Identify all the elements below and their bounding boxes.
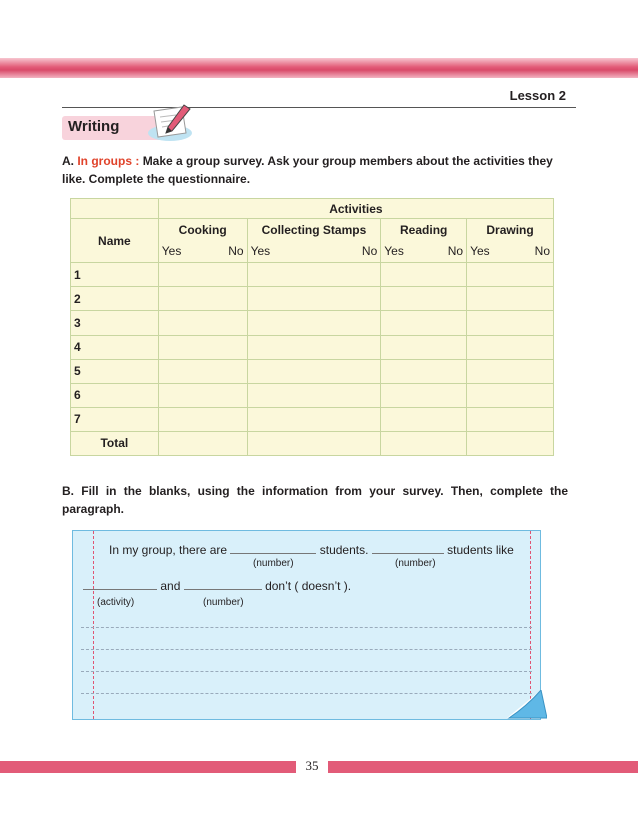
survey-cell[interactable] bbox=[247, 311, 381, 335]
blank-activity[interactable] bbox=[83, 589, 157, 590]
part-a-text: Make a group survey. Ask your group members about the activities they like. Complete the questionnaire. bbox=[62, 154, 553, 186]
table-row bbox=[71, 287, 554, 311]
no-label: No bbox=[361, 244, 378, 259]
survey-cell[interactable] bbox=[158, 383, 247, 407]
total-cell[interactable] bbox=[158, 431, 247, 455]
survey-cell[interactable] bbox=[381, 287, 467, 311]
sentence-line-2 bbox=[83, 579, 351, 593]
activities-header: Activities bbox=[158, 199, 553, 219]
no-label: No bbox=[534, 244, 550, 259]
survey-cell[interactable] bbox=[381, 311, 467, 335]
survey-cell[interactable] bbox=[158, 311, 247, 335]
survey-cell[interactable] bbox=[158, 263, 247, 287]
total-cell[interactable] bbox=[247, 431, 381, 455]
survey-cell[interactable] bbox=[467, 383, 554, 407]
table-row bbox=[71, 359, 554, 383]
writing-line bbox=[81, 693, 532, 694]
survey-cell[interactable] bbox=[381, 263, 467, 287]
writing-line bbox=[81, 627, 532, 628]
row-number: 6 bbox=[71, 383, 159, 407]
part-b-letter: B. bbox=[62, 484, 74, 498]
survey-cell[interactable] bbox=[467, 359, 554, 383]
hint-number-1: (number) bbox=[253, 558, 294, 569]
table-row bbox=[71, 311, 554, 335]
part-b-instruction bbox=[62, 482, 568, 518]
survey-cell[interactable] bbox=[247, 287, 381, 311]
survey-cell[interactable] bbox=[381, 383, 467, 407]
section-title: Writing bbox=[68, 118, 120, 135]
survey-cell[interactable] bbox=[381, 359, 467, 383]
survey-cell[interactable] bbox=[467, 263, 554, 287]
hint-number-2: (number) bbox=[395, 558, 436, 569]
total-cell[interactable] bbox=[467, 431, 554, 455]
page-number: 35 bbox=[305, 758, 319, 773]
hint-activity: (activity) bbox=[97, 597, 135, 608]
table-row bbox=[71, 263, 554, 287]
survey-cell[interactable] bbox=[158, 359, 247, 383]
table-row bbox=[71, 407, 554, 431]
blank-number-1[interactable] bbox=[230, 553, 316, 554]
sentence-line-1 bbox=[109, 543, 514, 557]
survey-cell[interactable] bbox=[158, 335, 247, 359]
pen-and-paper-icon bbox=[146, 103, 194, 143]
sentence-end: students like bbox=[447, 543, 514, 557]
survey-cell[interactable] bbox=[467, 311, 554, 335]
part-a-highlight: In groups : bbox=[77, 154, 140, 168]
yes-label: Yes bbox=[161, 244, 182, 259]
hint-number-3: (number) bbox=[203, 597, 244, 608]
survey-cell[interactable] bbox=[467, 335, 554, 359]
row-number: 7 bbox=[71, 407, 159, 431]
header-rule bbox=[62, 107, 576, 108]
row-number: 1 bbox=[71, 263, 159, 287]
survey-cell[interactable] bbox=[381, 335, 467, 359]
table-row bbox=[71, 335, 554, 359]
survey-cell[interactable] bbox=[381, 407, 467, 431]
survey-cell[interactable] bbox=[467, 407, 554, 431]
margin-line-left bbox=[93, 531, 94, 719]
sentence-start: In my group, there are bbox=[109, 543, 228, 557]
lesson-label: Lesson 2 bbox=[509, 88, 566, 103]
row-number: 3 bbox=[71, 311, 159, 335]
part-b-text: Fill in the blanks, using the information from your survey. Then, complete the paragraph. bbox=[62, 484, 568, 516]
column-header-reading: Reading bbox=[381, 219, 467, 241]
survey-cell[interactable] bbox=[247, 335, 381, 359]
top-decorative-band bbox=[0, 58, 638, 78]
blank-number-2[interactable] bbox=[372, 553, 444, 554]
page-curl-icon bbox=[507, 690, 547, 720]
part-a-instruction bbox=[62, 152, 568, 188]
total-label: Total bbox=[71, 431, 159, 455]
survey-cell[interactable] bbox=[247, 359, 381, 383]
survey-cell[interactable] bbox=[247, 407, 381, 431]
sentence-mid: students. bbox=[319, 543, 369, 557]
survey-table bbox=[70, 198, 554, 456]
total-cell[interactable] bbox=[381, 431, 467, 455]
writing-line bbox=[81, 649, 532, 650]
column-header-collecting-stamps: Collecting Stamps bbox=[247, 219, 381, 241]
no-label: No bbox=[447, 244, 464, 259]
survey-cell[interactable] bbox=[158, 407, 247, 431]
sentence-line-2-end: don’t ( doesn’t ). bbox=[265, 579, 352, 593]
notebook-writing-area bbox=[72, 530, 541, 720]
row-number: 2 bbox=[71, 287, 159, 311]
row-number: 5 bbox=[71, 359, 159, 383]
and-word: and bbox=[160, 579, 181, 593]
blank-number-3[interactable] bbox=[184, 589, 262, 590]
no-label: No bbox=[228, 244, 244, 259]
column-header-drawing: Drawing bbox=[467, 219, 554, 241]
table-row bbox=[71, 383, 554, 407]
writing-line bbox=[81, 671, 532, 672]
yes-label: Yes bbox=[384, 244, 404, 259]
survey-cell[interactable] bbox=[158, 287, 247, 311]
part-a-letter: A. bbox=[62, 154, 74, 168]
column-header-cooking: Cooking bbox=[158, 219, 247, 241]
row-number: 4 bbox=[71, 335, 159, 359]
yes-label: Yes bbox=[470, 244, 490, 259]
yes-label: Yes bbox=[250, 244, 271, 259]
survey-cell[interactable] bbox=[247, 383, 381, 407]
survey-cell[interactable] bbox=[467, 287, 554, 311]
survey-cell[interactable] bbox=[247, 263, 381, 287]
name-header: Name bbox=[71, 219, 159, 263]
